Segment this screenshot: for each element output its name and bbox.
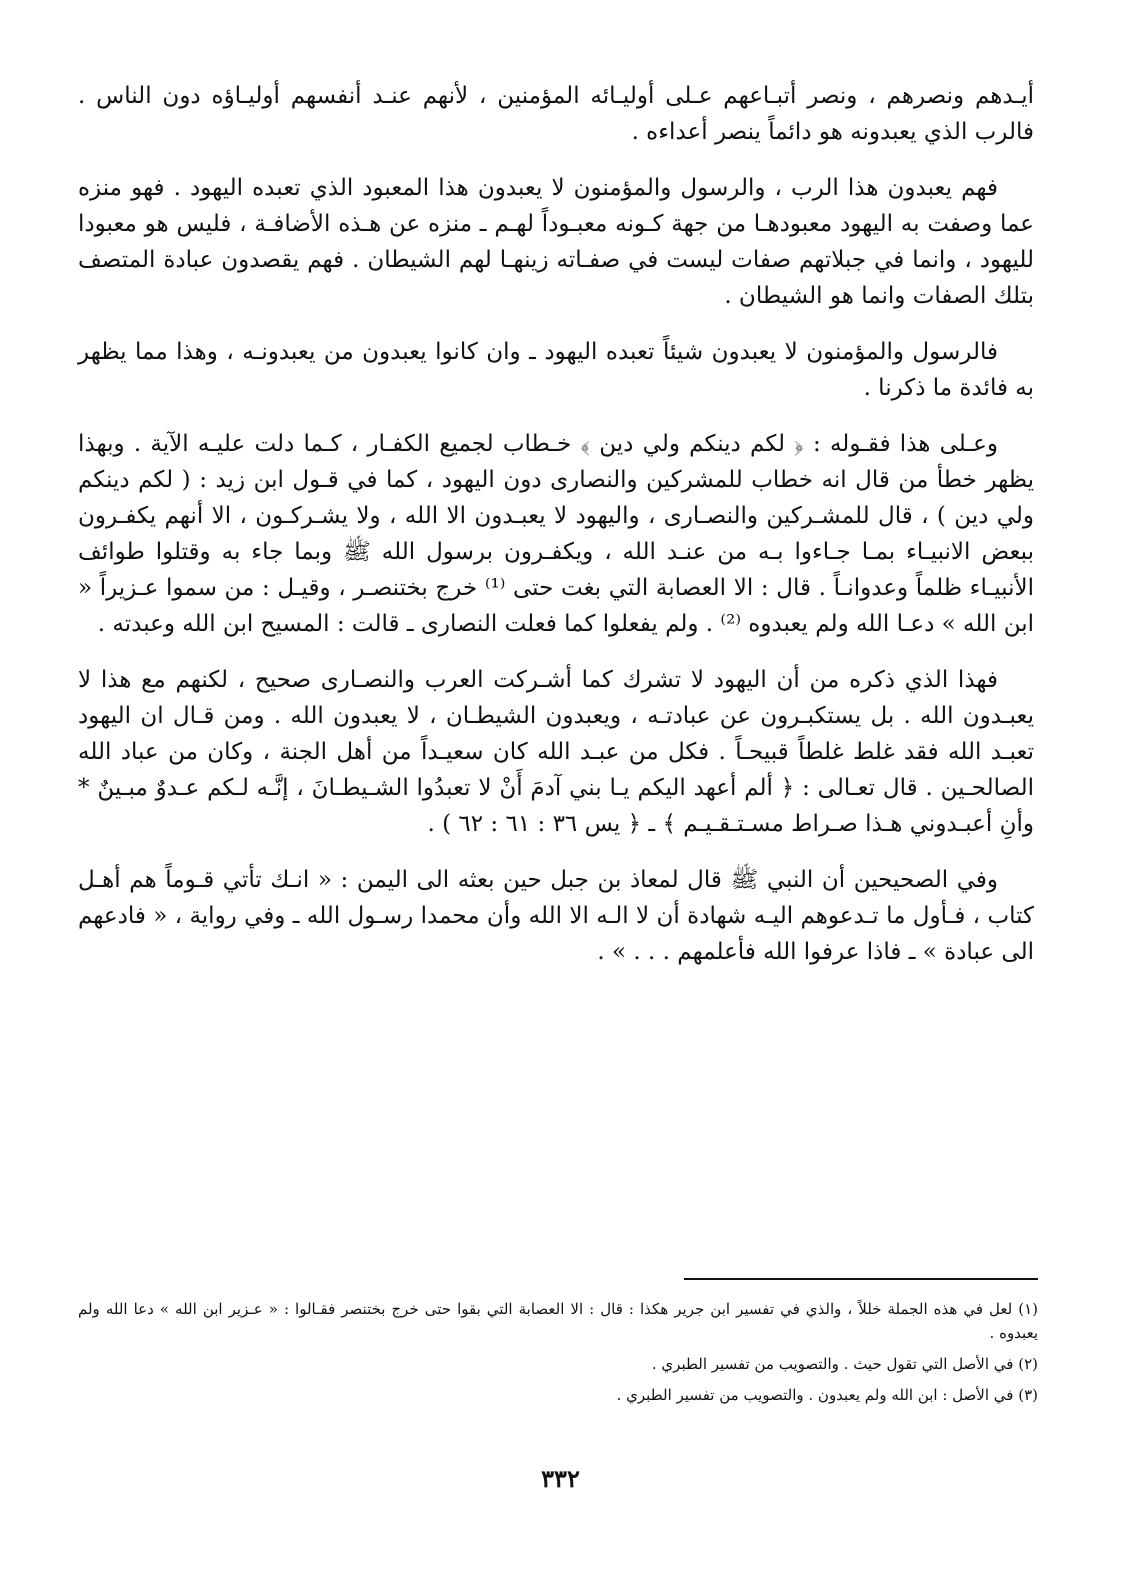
page-number: ٣٣٢ xyxy=(541,1464,580,1493)
footnote-2: (٢) في الأصل التي تقول حيث . والتصويب من تفسير الطبري . xyxy=(651,1355,1038,1373)
paragraph-4: وعـلى هذا فقـوله : ﴿ لكم دينكم ولي دين ﴾ خـطاب لجميع الكفـار ، كـما دلت عليـه الآية . وبهذا يظهر خطأ من قال انه خطاب للمشركين والنصارى دون اليهود ، كما في قـول ابن زيد : ( لكم دينكم ولي دين ) ، قال للمشـركين والنصـارى ، واليهود لا يعبـدون الا الله ، ولا يشـركـون ، الا أنهم يكفـرون ببعض الانبيـاء بمـا جـاءوا بـه من عنـد الله ، ويكفـرون برسول الله ﷺ وبما جاء به وقتلوا طوائف الأنبيـاء ظلماً وعدوانـاً . قال : الا العصابة التي بغت حتى ⁽¹⁾ خرج بختنصـر ، وقيـل : من سموا عـزيراً « ابن الله » دعـا الله ولم يعبدوه ⁽²⁾ . ولم يفعلوا كما فعلت النصارى ـ قالت : المسيح ابن الله وعبدته . xyxy=(78,431,1034,637)
paragraph-5: فهذا الذي ذكره من أن اليهود لا تشرك كما أشـركت العرب والنصـارى صحيح ، لكنهم مع هذا لا يعبـدون الله . بل يستكبـرون عن عبادتـه ، ويعبدون الشيطـان ، لا يعبدون الله . ومن قـال ان اليهود تعبـد الله فقد غلط غلطاً قبيحـاً . فكل من عبـد الله كان سعيـداً من أهل الجنة ، وكان من عباد الله الصالحـين . قال تعـالى : ﴿ ألم أعهد اليكم يـا بني آدمَ أَنْ لا تعبدُوا الشـيطـانَ ، إنَّـه لـكم عـدوٌ مبـينٌ * وأنِ أعبـدوني هـذا صـراط مسـتـقـيـم ﴾ ـ ﴿ يس ٣٦ : ٦١ : ٦٢ ) . xyxy=(78,667,1034,837)
footnote-3: (٣) في الأصل : ابن الله ولم يعبدون . والتصويب من تفسير الطبري . xyxy=(616,1386,1038,1404)
footnotes xyxy=(78,1297,1038,1414)
paragraph-2: فهم يعبدون هذا الرب ، والرسول والمؤمنون لا يعبدون هذا المعبود الذي تعبده اليهود . فهو منزه عما وصفت به اليهود معبودهـا من جهة كـونه معبـوداً لهـم ـ منزه عن هـذه الأضافـة ، فليس هو معبودا لليهود ، وانما في جبلاتهم صفات ليست في صفـاته زينهـا لهم الشيطان . فهم يقصدون عبادة المتصف بتلك الصفات وانما هو الشيطان . xyxy=(78,175,1034,309)
footnote-1: (١) لعل في هذه الجملة خللاً ، والذي في تفسير ابن جرير هكذا : قال : الا العصابة التي بقوا حتى خرج بختنصر فقـالوا : « عـزير ابن الله » دعا الله ولم يعبدوه . xyxy=(78,1300,1038,1342)
paragraph-3: فالرسول والمؤمنون لا يعبدون شيئاً تعبده اليهود ـ وان كانوا يعبدون من يعبدونـه ، وهذا مما يظهر به فائدة ما ذكرنا . xyxy=(78,339,1034,401)
paragraph-6: وفي الصحيحين أن النبي ﷺ قال لمعاذ بن جبل حين بعثه الى اليمن : « انـك تأتي قـوماً هم أهـل كتاب ، فـأول ما تـدعوهم اليـه شهادة أن لا الـه الا الله وأن محمدا رسـول الله ـ وفي رواية ، « فادعهم الى عبادة » ـ فاذا عرفوا الله فأعلمهم . . . » . xyxy=(78,867,1034,965)
paragraph-1: أيـدهم ونصرهم ، ونصر أتبـاعهم عـلى أوليـائه المؤمنين ، لأنهم عنـد أنفسهم أوليـاؤه دون الناس . فالرب الذي يعبدونه هو دائماً ينصر أعداءه . xyxy=(78,83,1034,145)
main-text xyxy=(78,78,1034,990)
footnote-separator xyxy=(684,1278,1038,1280)
